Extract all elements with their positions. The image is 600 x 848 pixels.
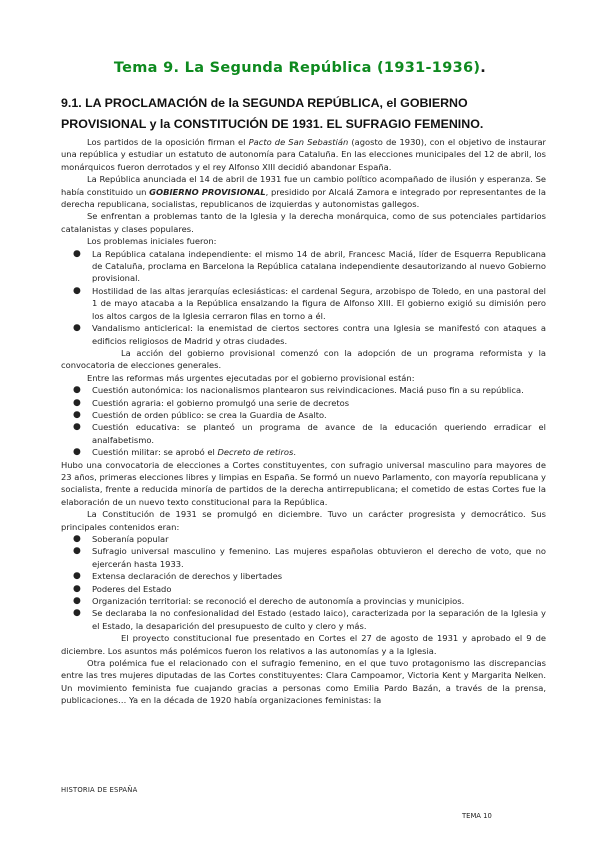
bullet-icon: ● bbox=[73, 248, 81, 259]
bullet-icon: ● bbox=[73, 447, 81, 458]
title-text: Tema 9. La Segunda República (1931-1936) bbox=[113, 60, 481, 76]
paragraph: La República anunciada el 14 de abril de 1931 fue un cambio político acompañado de ilusión y esperanza. Se había constituido un GOBIERNO PROVISIONAL, presidido por Alcalá Zamora e integrado por representantes de la derecha republicana, socialistas, republicanos de izquierdas y autonomistas gallegos. bbox=[61, 174, 546, 210]
list-item: ● Sufragio universal masculino y femenino. Las mujeres españolas obtuvieron el derecho de voto, que no ejercerán hasta 1933. bbox=[73, 546, 546, 569]
bullet-icon: ● bbox=[73, 534, 81, 544]
paragraph: Hubo una convocatoria de elecciones a Cortes constituyentes, con sufragio universal masculino para mayores de 23 años, primeras elecciones libres y limpias en España. Se formó un nuevo Parlamento, con mayoría republicana y socialista, frente a reducida minoría de partidos de la derecha antirrepublicana; el cometido de estas Cortes fue la elaboración de un nuevo texto constitucional para la República. bbox=[61, 459, 546, 507]
paragraph: Se enfrentan a problemas tanto de la Iglesia y la derecha monárquica, como de sus potenciales partidarios catalanistas y clases populares. bbox=[61, 211, 546, 234]
paragraph: El proyecto constitucional fue presentado en Cortes el 27 de agosto de 1931 y aprobado el 9 de diciembre. Los asuntos más polémicos fueron los relativos a las autonomías y a la Iglesia. bbox=[61, 633, 546, 656]
bullet-icon: ● bbox=[73, 385, 81, 396]
list-item: ● Se declaraba la no confesionalidad del Estado (estado laico), caracterizada por la separación de la Iglesia y el Estado, la desaparición del presupuesto de culto y clero y más. bbox=[73, 608, 546, 631]
bullet-icon: ● bbox=[73, 409, 81, 420]
body-text bbox=[61, 136, 546, 707]
list-item: ● Cuestión educativa: se planteó un programa de avance de la educación queriendo erradicar el analfabetismo. bbox=[73, 422, 546, 445]
list-item: ● Organización territorial: se reconoció el derecho de autonomía a provincias y municipios. bbox=[73, 596, 465, 607]
reforms-list bbox=[61, 384, 546, 458]
list-item: ● Vandalismo anticlerical: la enemistad de ciertos sectores contra una Iglesia se manifestó con ataques a edificios religiosos de Madrid y otras ciudades. bbox=[73, 323, 546, 346]
list-item: ● Hostilidad de las altas jerarquías eclesiásticas: el cardenal Segura, arzobispo de Toledo, en una pastoral del 1 de mayo atacaba a la República ensalzando la figura de Alfonso XIII. El gobierno exigió su dimisión pero los altos cargos de la Iglesia cerraron filas en torno a él. bbox=[73, 285, 546, 321]
list-item: ● Cuestión agraria: el gobierno promulgó una serie de decretos bbox=[73, 397, 350, 408]
bullet-icon: ● bbox=[73, 285, 81, 296]
bullet-icon: ● bbox=[73, 583, 81, 594]
bullet-icon: ● bbox=[73, 397, 81, 408]
bullet-icon: ● bbox=[73, 546, 81, 557]
bullet-icon: ● bbox=[73, 571, 81, 582]
list-item: ● Cuestión de orden público: se crea la Guardia de Asalto. bbox=[73, 409, 327, 420]
page-title bbox=[0, 60, 600, 76]
bullet-icon: ● bbox=[73, 596, 81, 607]
footer-subject: HISTORIA DE ESPAÑA bbox=[61, 786, 138, 794]
list-item: ● Extensa declaración de derechos y libertades bbox=[73, 571, 283, 582]
contents-list bbox=[61, 533, 546, 632]
strong-emphasis: GOBIERNO PROVISIONAL bbox=[149, 186, 266, 197]
list-item: ● La República catalana independiente: el mismo 14 de abril, Francesc Maciá, líder de Esquerra Republicana de Cataluña, proclama en Barcelona la República catalana independiente desautorizando al nuevo Gobierno provisional. bbox=[73, 248, 546, 284]
paragraph: Otra polémica fue el relacionado con el sufragio femenino, en el que tuvo protagonismo las discrepancias entre las tres mujeres diputadas de las Cortes constituyentes: Clara Campoamor, Victoria Kent y Margarita Nelken. Un movimiento feminista fue cuajando gracias a personas como Emilia Pardo Bazán, a través de la prensa, publicaciones… Ya en la década de 1920 había organizaciones feministas: la bbox=[61, 658, 546, 706]
title-dot: . bbox=[480, 60, 487, 76]
emphasis: Pacto de San Sebastián bbox=[248, 137, 349, 147]
list-item: ● Cuestión militar: se aprobó el Decreto de retiros. bbox=[73, 447, 297, 458]
list-item: ● Soberanía popular bbox=[73, 534, 169, 544]
bullet-icon: ● bbox=[73, 608, 81, 619]
section-heading: 9.1. LA PROCLAMACIÓN de la SEGUNDA REPÚBLICA, el GOBIERNO PROVISIONAL y la CONSTITUCIÓN DE 1931. EL SUFRAGIO FEMENINO. bbox=[61, 96, 484, 131]
bullet-icon: ● bbox=[73, 323, 81, 334]
paragraph: Los partidos de la oposición firman el Pacto de San Sebastián (agosto de 1930), con el objetivo de instaurar una república y estudiar un estatuto de autonomía para Cataluña. En las elecciones municipales del 12 de abril, los monárquicos fueron derrotados y el rey Alfonso XIII decidió abandonar España. bbox=[61, 137, 546, 172]
paragraph: Los problemas iniciales fueron: bbox=[87, 236, 217, 247]
list-item: ● Cuestión autonómica: los nacionalismos plantearon sus reivindicaciones. Maciá puso fin a su república. bbox=[73, 385, 524, 396]
paragraph: La Constitución de 1931 se promulgó en diciembre. Tuvo un carácter progresista y democrático. Sus principales contenidos eran: bbox=[61, 509, 546, 532]
paragraph: Entre las reformas más urgentes ejecutadas por el gobierno provisional están: bbox=[87, 372, 415, 383]
bullet-icon: ● bbox=[73, 422, 81, 433]
paragraph: La acción del gobierno provisional comenzó con la adopción de un programa reformista y la convocatoria de elecciones generales. bbox=[61, 347, 546, 371]
footer-topic: TEMA 10 bbox=[462, 812, 492, 820]
problems-list bbox=[61, 248, 546, 347]
emphasis: Decreto de retiros bbox=[217, 447, 294, 458]
list-item: ● Poderes del Estado bbox=[73, 583, 172, 594]
